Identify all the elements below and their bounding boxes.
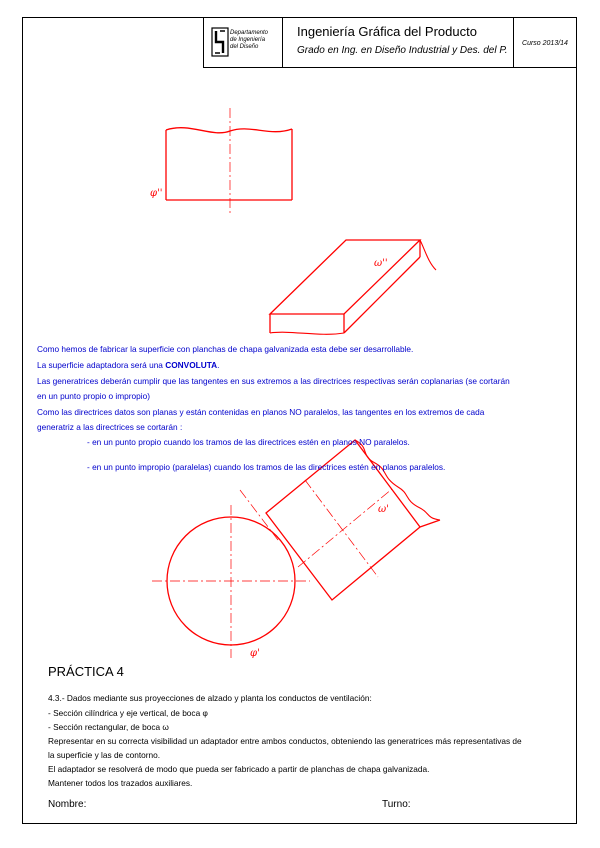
statement-line-5: la superficie y las de contorno. — [48, 750, 161, 760]
explanation-bullet-2: - en un punto impropio (paralelas) cuando los tramos de las directrices estén en planos paralelos. — [87, 462, 446, 472]
rectangular-duct-plan-axes — [240, 480, 392, 577]
explanation-line-6: generatriz a las directrices se cortarán : — [37, 422, 183, 432]
explanation-line-4: en un punto propio o impropio) — [37, 391, 151, 401]
omega-elevation-label: ω'' — [374, 258, 388, 269]
practice-title: PRÁCTICA 4 — [48, 664, 124, 679]
turn-field-label: Turno: — [382, 799, 411, 810]
course-title: Ingeniería Gráfica del Producto — [297, 24, 477, 39]
explanation-line-2-prefix: La superficie adaptadora será una — [37, 360, 166, 370]
department-line-3: del Diseño — [230, 44, 259, 50]
name-field-label: Nombre: — [48, 799, 87, 810]
statement-line-3: - Sección rectangular, de boca ω — [48, 722, 169, 732]
explanation-line-1: Como hemos de fabricar la superficie con planchas de chapa galvanizada esta debe ser desarrollable. — [37, 344, 414, 354]
cylinder-elevation — [166, 128, 292, 200]
statement-line-1: 4.3.- Dados mediante sus proyecciones de alzado y planta los conductos de ventilación: — [48, 693, 372, 703]
statement-line-7: Mantener todos los trazados auxiliares. — [48, 778, 193, 788]
statement-line-2: - Sección cilíndrica y eje vertical, de boca φ — [48, 708, 208, 718]
statement-line-6: El adaptador se resolverá de modo que pueda ser fabricado a partir de planchas de chapa galvanizada. — [48, 764, 430, 774]
explanation-line-5: Como las directrices datos son planas y están contenidas en planos NO paralelos, las tangentes en los extremos de cada — [37, 407, 485, 417]
statement-line-4: Representar en su correcta visibilidad un adaptador entre ambos conductos, obteniendo las generatrices más representativas de — [48, 736, 522, 746]
course-year: Curso 2013/14 — [522, 40, 568, 47]
explanation-bullet-1: - en un punto propio cuando los tramos de las directrices estén en planos NO paralelos. — [87, 437, 410, 447]
phi-plan-label: φ' — [250, 648, 260, 659]
department-line-2: de Ingeniería — [230, 37, 266, 43]
explanation-line-2 — [37, 360, 219, 370]
rectangular-duct-elevation — [270, 240, 436, 334]
explanation-line-2-suffix: . — [217, 360, 220, 370]
cylinder-plan-axes — [152, 505, 310, 658]
omega-plan-label: ω' — [378, 504, 389, 515]
convoluta-term: CONVOLUTA — [165, 360, 218, 370]
phi-elevation-label: φ'' — [150, 188, 163, 199]
degree-subtitle: Grado en Ing. en Diseño Industrial y Des. del P. — [297, 45, 508, 56]
department-line-1: Departamento — [230, 30, 269, 36]
explanation-line-3: Las generatrices deberán cumplir que las tangentes en sus extremos a las directrices respectivas serán coplanarias (se cortarán — [37, 376, 510, 386]
